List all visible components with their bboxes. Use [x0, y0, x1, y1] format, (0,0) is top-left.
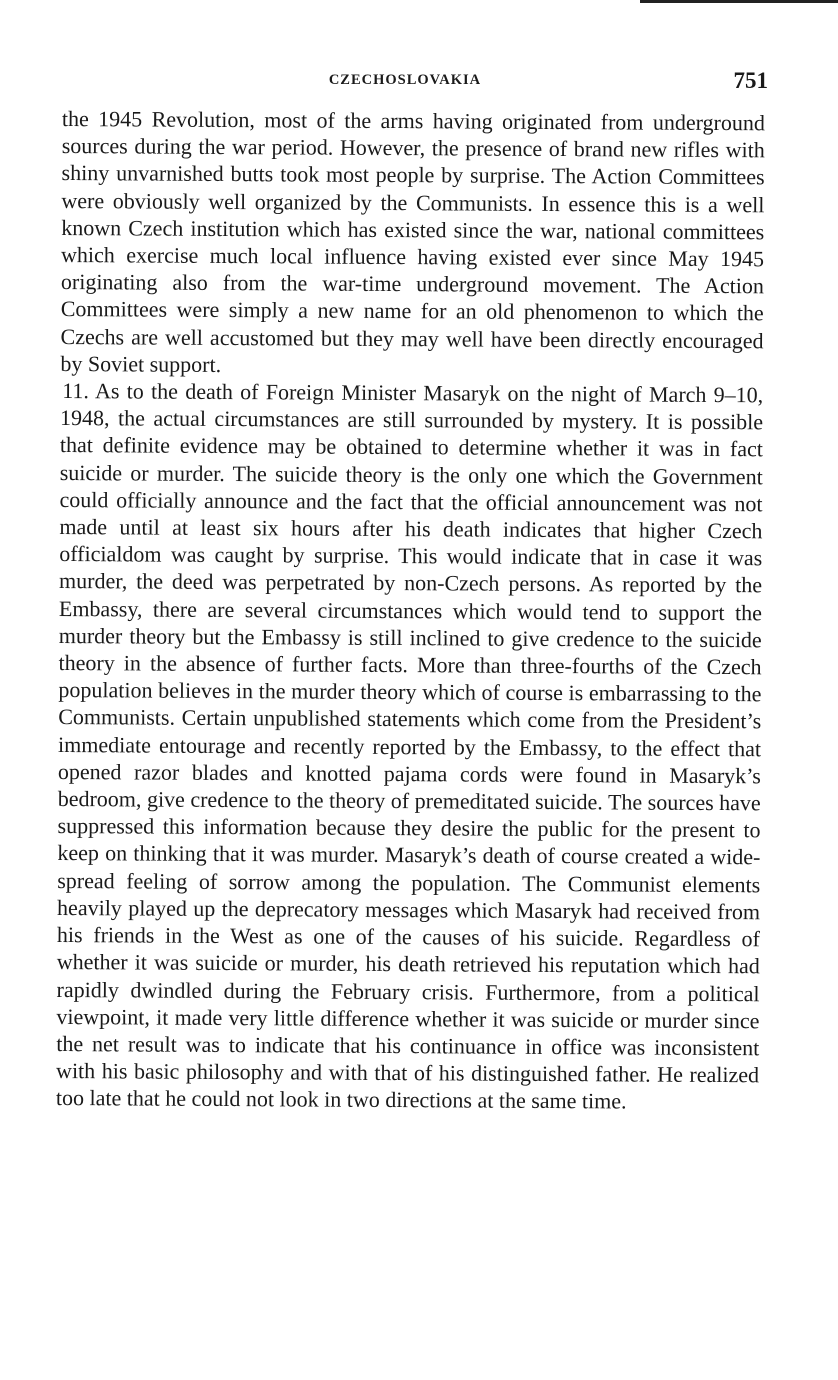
- page-number: 751: [733, 68, 768, 93]
- running-title: CZECHOSLOVAKIA: [328, 72, 482, 88]
- running-head: [60, 68, 770, 98]
- paragraph-11: 11. As to the death of Foreign Minister Masaryk on the night of March 9–10, 1948, the actual circumstances are still surrounded by mystery. It is possible that definite evidence may be obtained to determine whether it was in fact suicide or murder. The suicide theory is the only one which the Government could officially announce and the fact that the official announcement was not made until at least six hours after his death indicates that higher Czech officialdom was caught by surprise. This would indicate that in case it was murder, the deed was perpetrated by non-Czech persons. As reported by the Embassy, there are several circumstances which would tend to support the murder theory but the Embassy is still inclined to give credence to the suicide theory in the absence of further facts. More than three-fourths of the Czech population believes in the murder theory which of course is embarrassing to the Communists. Certain unpublished statements which come from the President’s immediate entourage and recently reported by the Embassy, to the effect that opened razor blades and knotted pajama cords were found in Masaryk’s bedroom, give credence to the theory of premeditated suicide. The sources have suppressed this information because they desire the public for the present to keep on thinking that it was murder. Masaryk’s death of course created a wide-spread feeling of sorrow among the population. The Communist elements heavily played up the deprecatory messages which Masaryk had received from his friends in the West as one of the causes of his suicide. Regardless of whether it was suicide or murder, his death retrieved his reputation which had rapidly dwindled during the February crisis. Furthermore, from a political viewpoint, it made very little difference whether it was suicide or murder since the net result was to indicate that his continuance in office was inconsistent with his basic philosophy and with that of his distinguished father. He realized too late that he could not look in two directions at the same time.: [55, 378, 764, 1114]
- paragraph-continued: the 1945 Revolution, most of the arms having originated from underground sources during the war period. However, the presence of brand new rifles with shiny unvarnished butts took most people by surprise. The Action Committees were obviously well organized by the Communists. In essence this is a well known Czech institution which has existed since the war, national committees which exercise much local influence having existed ever since May 1945 originating also from the war-time underground movement. The Action Committees were simply a new name for an old phenomenon to which the Czechs are well accustomed but they may well have been directly encouraged by Soviet support.: [60, 105, 765, 377]
- top-edge-rule: [640, 0, 838, 3]
- body-text: [56, 105, 765, 1116]
